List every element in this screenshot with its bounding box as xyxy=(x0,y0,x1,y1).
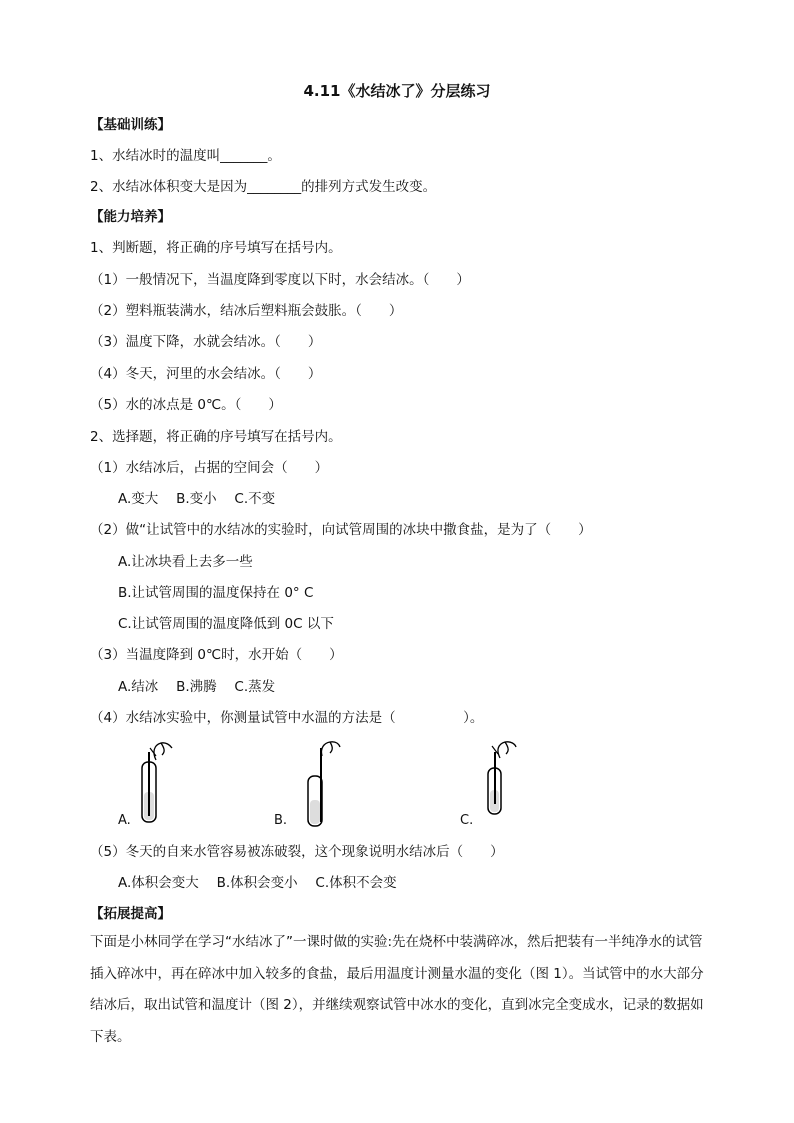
basic-question-1: 1、水结冰时的温度叫_______。 xyxy=(90,148,281,164)
thermometer-in-tube-figure-c xyxy=(478,738,528,830)
basic-question-2: 2、水结冰体积变大是因为________的排列方式发生改变。 xyxy=(90,179,437,195)
thermometer-in-tube-figure-a xyxy=(132,738,182,830)
choice-q1-options: A.变大 B.变小 C.不变 xyxy=(118,491,276,507)
thermometer-in-tube-figure-b xyxy=(302,738,352,830)
judge-header: 1、判断题，将正确的序号填写在括号内。 xyxy=(90,240,342,256)
choice-q3: （3）当温度降到 0℃时，水开始（ ） xyxy=(90,647,343,663)
choice-q3-options: A.结冰 B.沸腾 C.蒸发 xyxy=(118,679,276,695)
figure-b-label: B. xyxy=(274,813,288,828)
figure-a-label: A. xyxy=(118,813,131,828)
judge-item-1: （1）一般情况下，当温度降到零度以下时，水会结冰。（ ） xyxy=(90,272,470,288)
section-basic: 【基础训练】 xyxy=(90,117,171,133)
choice-q5: （5）冬天的自来水管容易被冻破裂，这个现象说明水结冰后（ ） xyxy=(90,844,504,860)
choice-header: 2、选择题，将正确的序号填写在括号内。 xyxy=(90,429,342,445)
judge-item-3: （3）温度下降，水就会结冰。（ ） xyxy=(90,334,322,350)
choice-q2-option-c: C.让试管周围的温度降低到 0C 以下 xyxy=(118,616,334,632)
figure-c-label: C. xyxy=(460,813,474,828)
choice-q2-option-a: A.让冰块看上去多一些 xyxy=(118,554,253,570)
page-title: 4.11《水结冰了》分层练习 xyxy=(303,82,491,100)
choice-q5-options: A.体积会变大 B.体积会变小 C.体积不会变 xyxy=(118,875,397,891)
judge-item-2: （2）塑料瓶装满水，结冰后塑料瓶会鼓胀。（ ） xyxy=(90,303,403,319)
section-ability: 【能力培养】 xyxy=(90,209,171,225)
judge-item-5: （5）水的冰点是 0℃。（ ） xyxy=(90,397,282,413)
choice-q4: （4）水结冰实验中，你测量试管中水温的方法是（ ）。 xyxy=(90,710,484,726)
choice-q2: （2）做“让试管中的水结冰的实验时，向试管周围的冰块中撒食盐，是为了（ ） xyxy=(90,522,592,538)
choice-q2-option-b: B.让试管周围的温度保持在 0° C xyxy=(118,585,314,601)
judge-item-4: （4）冬天，河里的水会结冰。（ ） xyxy=(90,366,322,382)
extend-paragraph: 下面是小林同学在学习“水结冰了”一课时做的实验:先在烧杯中装满碎冰，然后把装有一半纯净水的试管插入碎冰中，再在碎冰中加入较多的食盐，最后用温度计测量水温的变化（图 1）。当试管中的水大部分结冰后，取出试管和温度计（图 2），并继续观察试管中冰水的变化，直到冰完全变成水，记录的数据如下表。 xyxy=(90,934,704,1045)
choice-q1: （1）水结冰后，占据的空间会（ ） xyxy=(90,460,329,476)
section-extend: 【拓展提高】 xyxy=(90,906,171,922)
